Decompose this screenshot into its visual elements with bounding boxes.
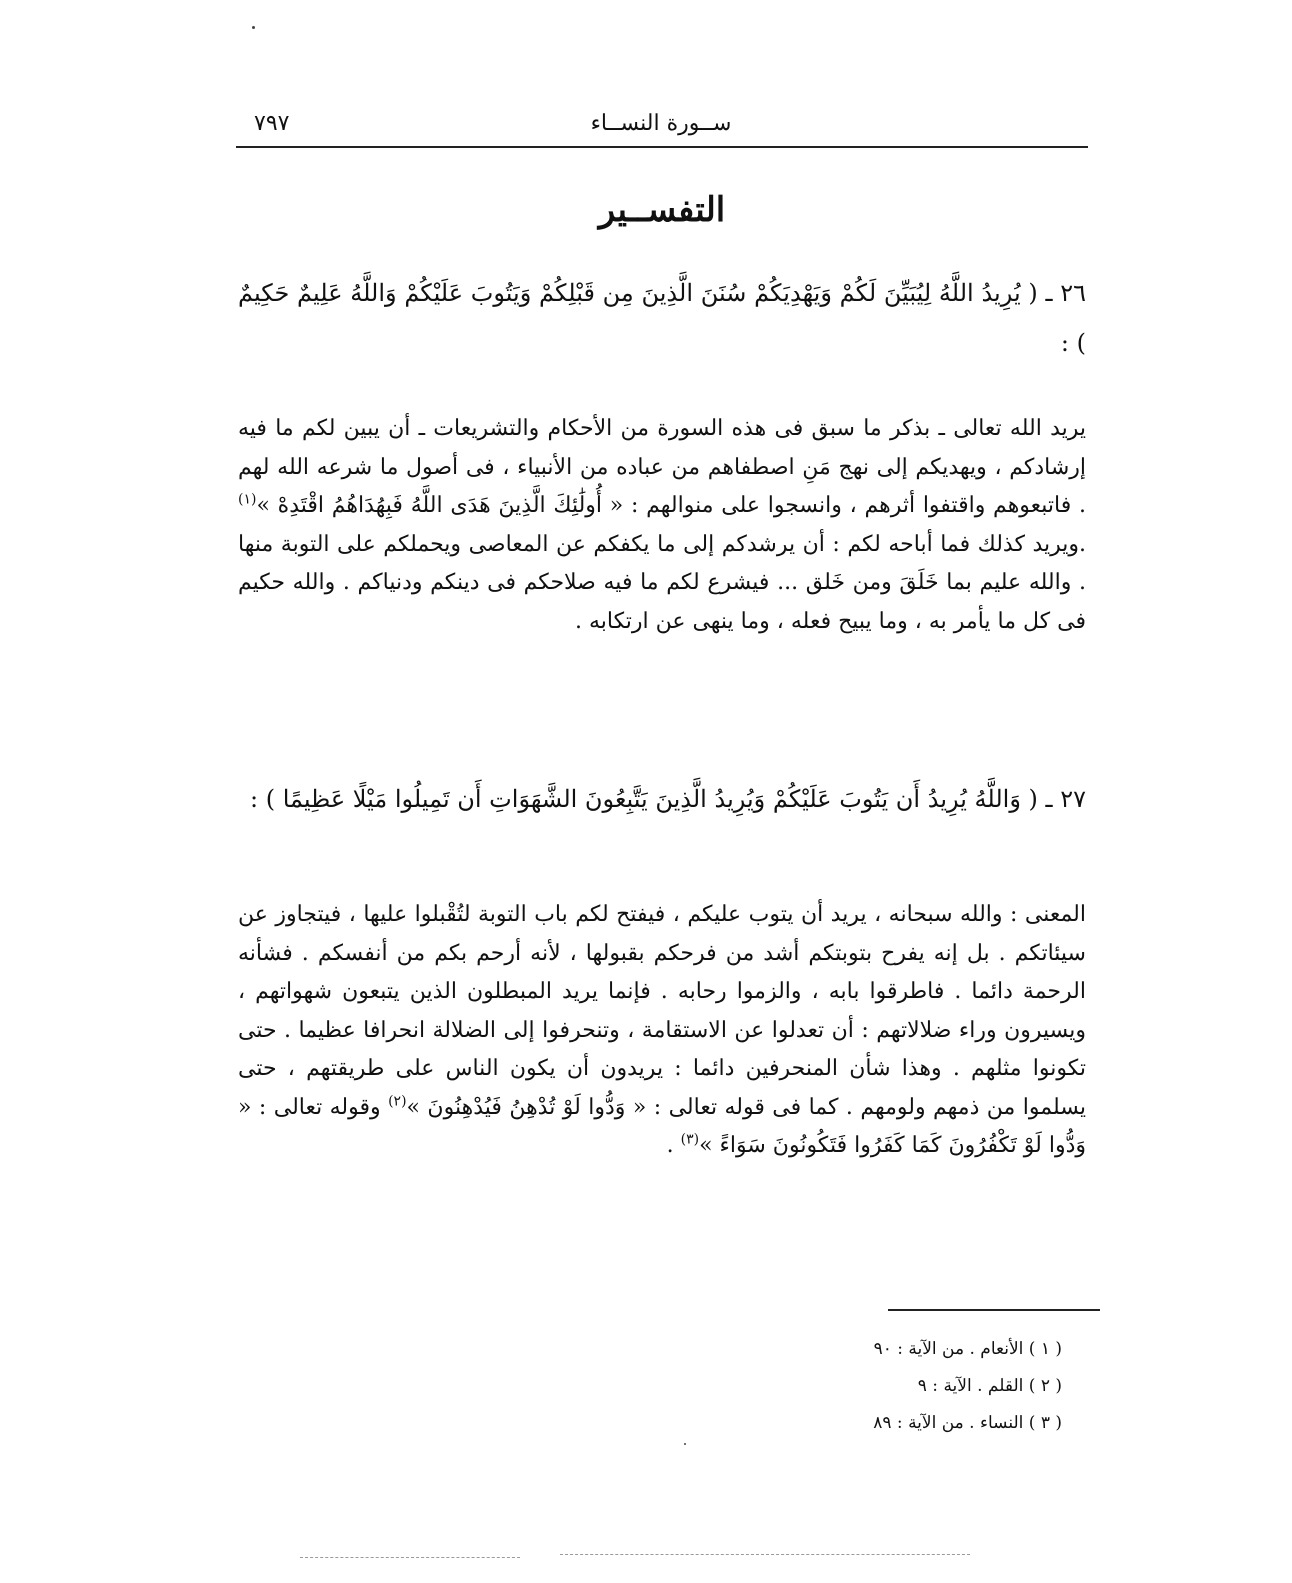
section-title: التفســير [598,190,726,230]
footnotes [700,1331,1062,1442]
footnote-2: ( ٢ ) القلم . الآية : ٩ [917,1376,1062,1396]
footnote-1: ( ١ ) الأنعام . من الآية : ٩٠ [873,1339,1062,1359]
surah-title: ســورة النســاء [590,111,732,136]
paragraph-1-part-2: .ويريد كذلك فما أباحه لكم : أن يرشدكم إلى ما يكفكم عن المعاصى ويحملكم على التوبة منها . والله عليم بما خَلَقَ ومن خَلق ... فيشرع لكم ما فيه صلاحكم فى دينكم ودنياكم . والله حكيم فى كل ما يأمر به ، وما يبيح فعله ، وما ينهى عن ارتكابه . [238,531,1086,634]
paragraph-1 [238,410,1086,641]
scan-artifact-line [560,1554,970,1555]
paragraph-1-part-1: يريد الله تعالى ـ بذكر ما سبق فى هذه السورة من الأحكام والتشريعات ـ أن يبين لكم ما فيه إرشادكم ، ويهديكم إلى نهج مَنِ اصطفاهم من عباده من الأنبياء ، فى أصول ما شرعه الله لهم . فاتبعوهم واقتفوا أثرهم ، وانسجوا على منوالهم : « أُولَٰئِكَ الَّذِينَ هَدَى اللَّهُ فَبِهُدَاهُمُ اقْتَدِهْ » [238,416,1086,518]
paragraph-2-part-1: المعنى : والله سبحانه ، يريد أن يتوب عليكم ، فيفتح لكم باب التوبة لتُقْبلوا عليها ، فيتجاوز عن سيئاتكم . بل إنه يفرح بتوبتكم أشد من فرحكم بقبولها ، لأنه أرحم بكم من أنفسكم . فشأنه الرحمة دائما . فاطرقوا بابه ، والزموا رحابه . فإنما يريد المبطلون الذين يتبعون شهواتهم ، ويسيرون وراء ضلالاتهم : أن تعدلوا عن الاستقامة ، وتنحرفوا إلى الضلالة انحرافا عظيما . حتى تكونوا مثلهم . وهذا شأن المنحرفين دائما : يريدون أن يكون الناس على طريقتهم ، حتى يسلموا من ذمهم ولومهم . كما فى قوله تعالى : « وَدُّوا لَوْ تُدْهِنُ فَيُدْهِنُونَ » [238,902,1086,1120]
scan-speck [684,1443,686,1445]
footnote-rule [888,1309,1100,1311]
verse-26: ٢٦ ـ ( يُرِيدُ اللَّهُ لِيُبَيِّنَ لَكُمْ وَيَهْدِيَكُمْ سُنَنَ الَّذِينَ مِن قَبْلِكُمْ وَيَتُوبَ عَلَيْكُمْ وَاللَّهُ عَلِيمٌ حَكِيمٌ ) : [238,279,1086,357]
footnote-3: ( ٣ ) النساء . من الآية : ٨٩ [873,1413,1062,1433]
scan-speck [252,26,255,29]
running-header [236,105,1086,145]
footnote-ref-1: (١) [238,491,257,508]
header-rule [236,146,1088,148]
verse-27: ٢٧ ـ ( وَاللَّهُ يُرِيدُ أَن يَتُوبَ عَلَيْكُمْ وَيُرِيدُ الَّذِينَ يَتَّبِعُونَ الشَّهَوَاتِ أَن تَمِيلُوا مَيْلًا عَظِيمًا ) : [250,785,1086,813]
footnote-ref-3: (٣) [680,1131,700,1148]
paragraph-2 [238,896,1086,1166]
footnote-ref-2: (٢) [388,1093,407,1110]
page-number: ٧٩٧ [254,111,290,136]
paragraph-2-part-2: وقوله تعالى : « وَدُّوا لَوْ تَكْفُرُونَ كَمَا كَفَرُوا فَتَكُونُونَ سَوَاءً » [238,1094,1086,1158]
scan-artifact-line [300,1557,520,1558]
paragraph-2-part-3: . [666,1133,681,1158]
